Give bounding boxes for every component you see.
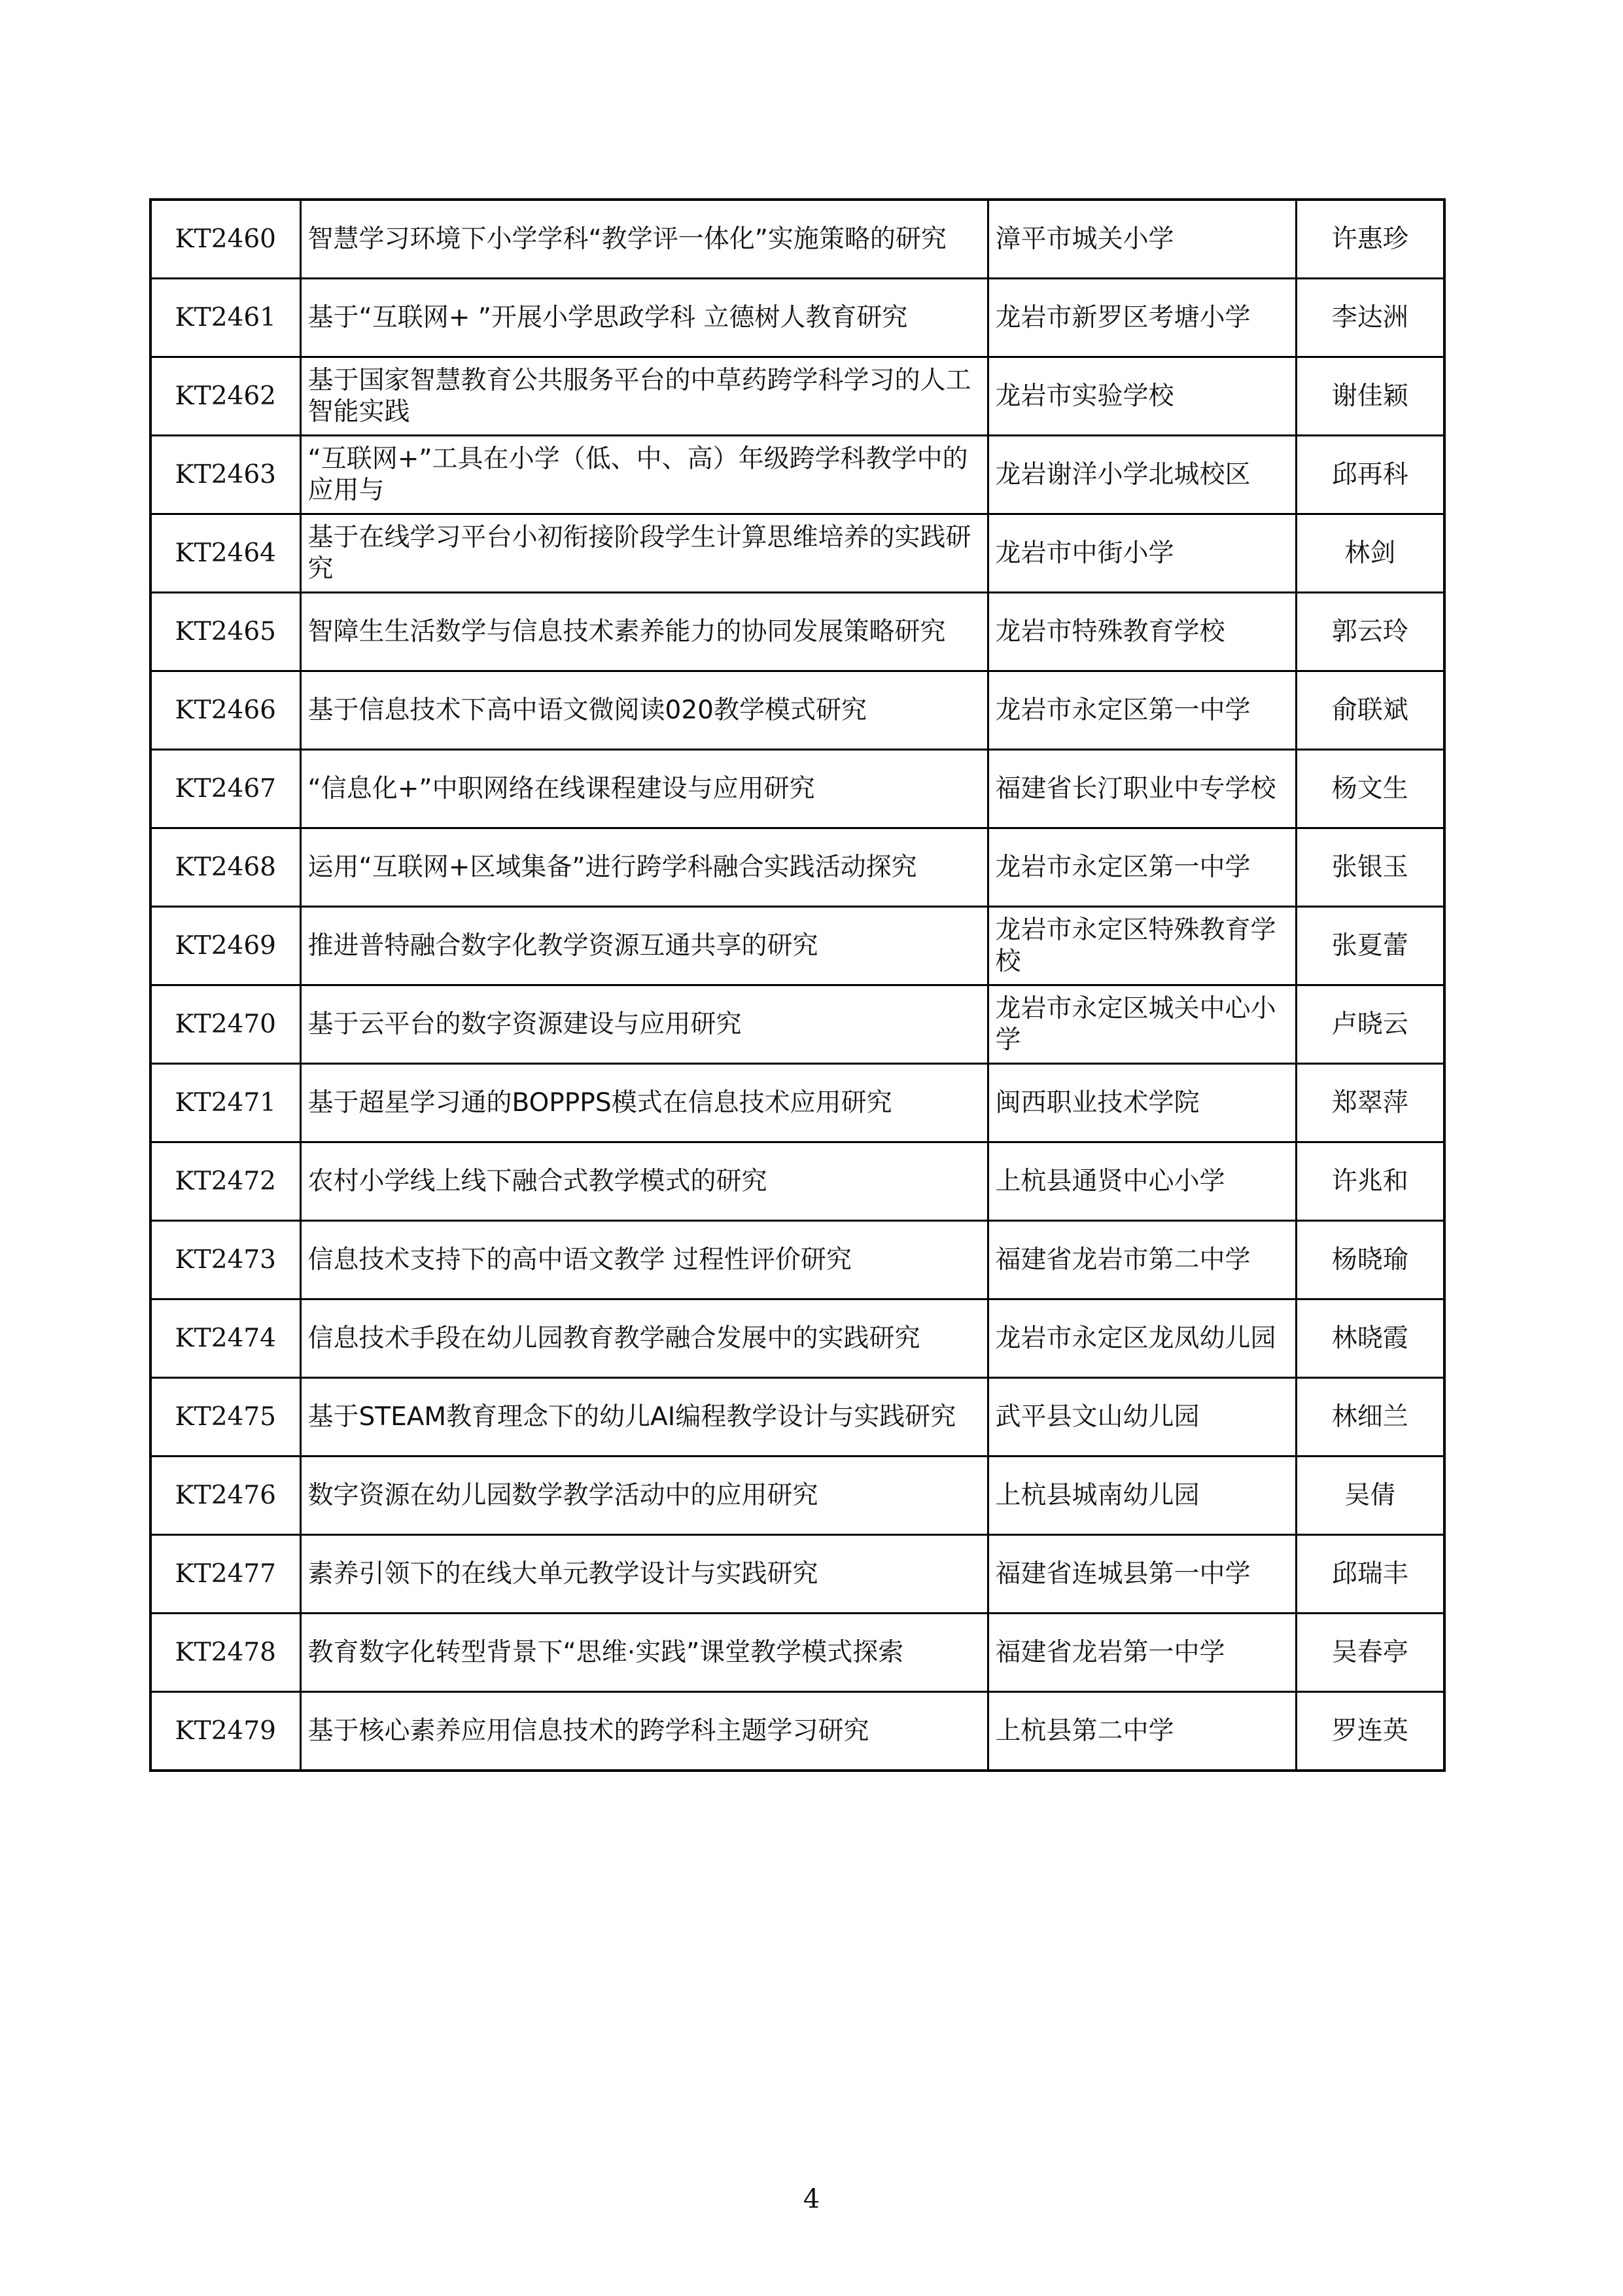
- project-id-cell: KT2471: [150, 1064, 300, 1142]
- project-id-cell: KT2468: [150, 828, 300, 907]
- person-name-cell: 俞联斌: [1296, 671, 1444, 750]
- person-name-cell: 罗连英: [1296, 1692, 1444, 1771]
- project-id-cell: KT2466: [150, 671, 300, 750]
- organization-cell: 龙岩市实验学校: [988, 357, 1296, 436]
- project-id-cell: KT2478: [150, 1614, 300, 1692]
- person-name-cell: 吴春亭: [1296, 1614, 1444, 1692]
- person-name-cell: 卢晓云: [1296, 985, 1444, 1064]
- project-id-cell: KT2467: [150, 750, 300, 828]
- table-row: [150, 200, 1444, 279]
- person-name-cell: 林晓霞: [1296, 1299, 1444, 1378]
- organization-cell: 福建省龙岩市第二中学: [988, 1221, 1296, 1299]
- person-name-cell: 许惠珍: [1296, 200, 1444, 279]
- project-title-cell: 基于国家智慧教育公共服务平台的中草药跨学科学习的人工智能实践: [300, 357, 988, 436]
- table-row: [150, 1221, 1444, 1299]
- project-table: [149, 198, 1446, 1772]
- organization-cell: 福建省龙岩第一中学: [988, 1614, 1296, 1692]
- organization-cell: 漳平市城关小学: [988, 200, 1296, 279]
- project-id-cell: KT2463: [150, 436, 300, 514]
- person-name-cell: 杨晓瑜: [1296, 1221, 1444, 1299]
- table-row: [150, 514, 1444, 593]
- project-id-cell: KT2476: [150, 1457, 300, 1535]
- person-name-cell: 邱再科: [1296, 436, 1444, 514]
- person-name-cell: 杨文生: [1296, 750, 1444, 828]
- organization-cell: 上杭县通贤中心小学: [988, 1142, 1296, 1221]
- table-row: [150, 1614, 1444, 1692]
- project-id-cell: KT2473: [150, 1221, 300, 1299]
- organization-cell: 上杭县第二中学: [988, 1692, 1296, 1771]
- organization-cell: 龙岩市永定区龙凤幼儿园: [988, 1299, 1296, 1378]
- project-title-cell: 基于STEAM教育理念下的幼儿AI编程教学设计与实践研究: [300, 1378, 988, 1457]
- organization-cell: 龙岩市中街小学: [988, 514, 1296, 593]
- project-title-cell: “互联网+”工具在小学（低、中、高）年级跨学科教学中的应用与: [300, 436, 988, 514]
- project-id-cell: KT2475: [150, 1378, 300, 1457]
- person-name-cell: 郑翠萍: [1296, 1064, 1444, 1142]
- project-id-cell: KT2477: [150, 1535, 300, 1614]
- project-title-cell: 推进普特融合数字化教学资源互通共享的研究: [300, 907, 988, 985]
- table-row: [150, 1299, 1444, 1378]
- project-id-cell: KT2462: [150, 357, 300, 436]
- project-title-cell: 基于“互联网+ ”开展小学思政学科 立德树人教育研究: [300, 279, 988, 357]
- organization-cell: 上杭县城南幼儿园: [988, 1457, 1296, 1535]
- table-row: [150, 828, 1444, 907]
- organization-cell: 武平县文山幼儿园: [988, 1378, 1296, 1457]
- person-name-cell: 邱瑞丰: [1296, 1535, 1444, 1614]
- project-title-cell: 信息技术支持下的高中语文教学 过程性评价研究: [300, 1221, 988, 1299]
- project-id-cell: KT2472: [150, 1142, 300, 1221]
- project-id-cell: KT2464: [150, 514, 300, 593]
- person-name-cell: 吴倩: [1296, 1457, 1444, 1535]
- project-id-cell: KT2474: [150, 1299, 300, 1378]
- organization-cell: 龙岩谢洋小学北城校区: [988, 436, 1296, 514]
- page-number: 4: [803, 2184, 820, 2214]
- table-row: [150, 1692, 1444, 1771]
- table-row: [150, 1142, 1444, 1221]
- project-title-cell: 数字资源在幼儿园数学教学活动中的应用研究: [300, 1457, 988, 1535]
- table-row: [150, 1064, 1444, 1142]
- project-title-cell: 基于在线学习平台小初衔接阶段学生计算思维培养的实践研究: [300, 514, 988, 593]
- person-name-cell: 许兆和: [1296, 1142, 1444, 1221]
- person-name-cell: 张夏蕾: [1296, 907, 1444, 985]
- person-name-cell: 林细兰: [1296, 1378, 1444, 1457]
- table-row: [150, 671, 1444, 750]
- table-row: [150, 1457, 1444, 1535]
- person-name-cell: 郭云玲: [1296, 593, 1444, 671]
- table-row: [150, 907, 1444, 985]
- project-title-cell: 教育数字化转型背景下“思维·实践”课堂教学模式探索: [300, 1614, 988, 1692]
- organization-cell: 龙岩市永定区城关中心小学: [988, 985, 1296, 1064]
- organization-cell: 龙岩市永定区第一中学: [988, 671, 1296, 750]
- organization-cell: 龙岩市特殊教育学校: [988, 593, 1296, 671]
- person-name-cell: 张银玉: [1296, 828, 1444, 907]
- table-row: [150, 436, 1444, 514]
- organization-cell: 龙岩市新罗区考塘小学: [988, 279, 1296, 357]
- project-id-cell: KT2460: [150, 200, 300, 279]
- project-title-cell: 基于信息技术下高中语文微阅读020教学模式研究: [300, 671, 988, 750]
- organization-cell: 龙岩市永定区第一中学: [988, 828, 1296, 907]
- project-id-cell: KT2470: [150, 985, 300, 1064]
- project-id-cell: KT2469: [150, 907, 300, 985]
- organization-cell: 福建省长汀职业中专学校: [988, 750, 1296, 828]
- table-row: [150, 750, 1444, 828]
- person-name-cell: 谢佳颖: [1296, 357, 1444, 436]
- project-id-cell: KT2461: [150, 279, 300, 357]
- table-row: [150, 593, 1444, 671]
- project-title-cell: 智慧学习环境下小学学科“教学评一体化”实施策略的研究: [300, 200, 988, 279]
- organization-cell: 闽西职业技术学院: [988, 1064, 1296, 1142]
- project-title-cell: 运用“互联网+区域集备”进行跨学科融合实践活动探究: [300, 828, 988, 907]
- organization-cell: 福建省连城县第一中学: [988, 1535, 1296, 1614]
- project-title-cell: 基于核心素养应用信息技术的跨学科主题学习研究: [300, 1692, 988, 1771]
- table-row: [150, 985, 1444, 1064]
- project-title-cell: 基于云平台的数字资源建设与应用研究: [300, 985, 988, 1064]
- project-title-cell: “信息化+”中职网络在线课程建设与应用研究: [300, 750, 988, 828]
- table-row: [150, 1378, 1444, 1457]
- project-title-cell: 信息技术手段在幼儿园教育教学融合发展中的实践研究: [300, 1299, 988, 1378]
- project-id-cell: KT2465: [150, 593, 300, 671]
- project-title-cell: 素养引领下的在线大单元教学设计与实践研究: [300, 1535, 988, 1614]
- project-list-sheet: [149, 198, 1443, 1772]
- project-title-cell: 智障生生活数学与信息技术素养能力的协同发展策略研究: [300, 593, 988, 671]
- person-name-cell: 林剑: [1296, 514, 1444, 593]
- project-title-cell: 农村小学线上线下融合式教学模式的研究: [300, 1142, 988, 1221]
- table-row: [150, 1535, 1444, 1614]
- project-title-cell: 基于超星学习通的BOPPPS模式在信息技术应用研究: [300, 1064, 988, 1142]
- project-id-cell: KT2479: [150, 1692, 300, 1771]
- organization-cell: 龙岩市永定区特殊教育学校: [988, 907, 1296, 985]
- person-name-cell: 李达洲: [1296, 279, 1444, 357]
- table-row: [150, 357, 1444, 436]
- table-row: [150, 279, 1444, 357]
